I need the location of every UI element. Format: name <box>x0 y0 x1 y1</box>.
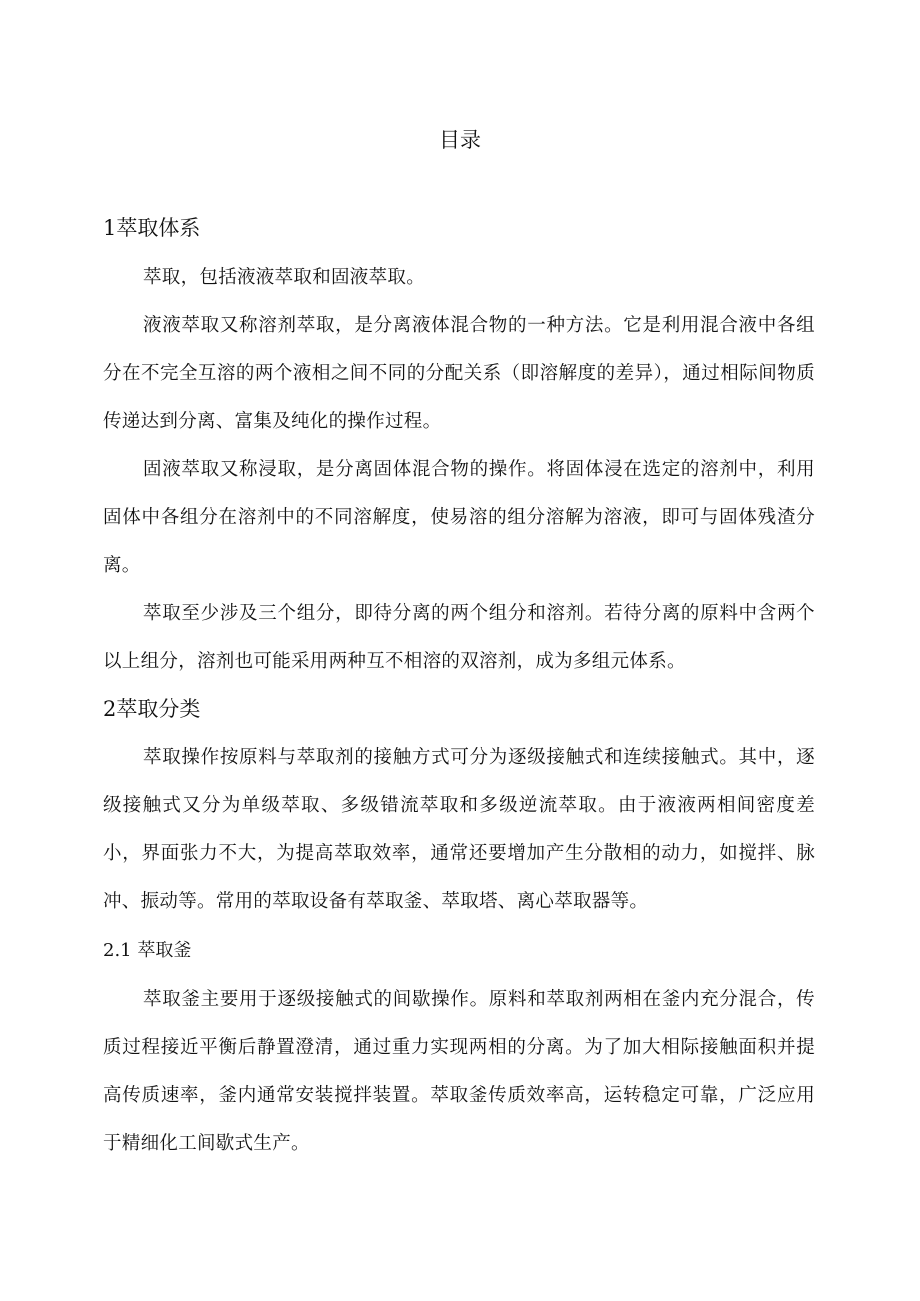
section-2-paragraph-1: 萃取操作按原料与萃取剂的接触方式可分为逐级接触式和连续接触式。其中，逐级接触式又分为单级萃取、多级错流萃取和多级逆流萃取。由于液液两相间密度差小，界面张力不大，为提高萃取效率，通常还要增加产生分散相的动力，如搅拌、脉冲、振动等。常用的萃取设备有萃取釜、萃取塔、离心萃取器等。 <box>103 747 815 912</box>
section-1-paragraph-1: 萃取，包括液液萃取和固液萃取。 <box>143 267 426 288</box>
section-1-title: 萃取体系 <box>116 216 201 240</box>
subsection-2-1-paragraph-1: 萃取釜主要用于逐级接触式的间歇操作。原料和萃取剂两相在釜内充分混合，传质过程接近平衡后静置澄清，通过重力实现两相的分离。为了加大相际接触面积并提高传质速率，釜内通常安装搅拌装置。萃取釜传质效率高，运转稳定可靠，广泛应用于精细化工间歇式生产。 <box>103 989 815 1154</box>
subsection-2-1-heading: 2.1 萃取釜 <box>103 940 192 961</box>
section-2-title: 萃取分类 <box>116 697 201 721</box>
section-1-paragraph-2: 液液萃取又称溶剂萃取，是分离液体混合物的一种方法。它是利用混合液中各组分在不完全互溶的两个液相之间不同的分配关系（即溶解度的差异），通过相际间物质传递达到分离、富集及纯化的操作过程。 <box>103 315 815 432</box>
section-1-heading <box>103 212 200 244</box>
section-1-number: 1 <box>103 216 117 240</box>
section-2-heading <box>103 693 200 725</box>
section-1-paragraph-3: 固液萃取又称浸取，是分离固体混合物的操作。将固体浸在选定的溶剂中，利用固体中各组分在溶剂中的不同溶解度，使易溶的组分溶解为溶液，即可与固体残渣分离。 <box>103 459 815 576</box>
section-2-number: 2 <box>103 697 117 721</box>
section-1-paragraph-4: 萃取至少涉及三个组分，即待分离的两个组分和溶剂。若待分离的原料中含两个以上组分，溶剂也可能采用两种互不相溶的双溶剂，成为多组元体系。 <box>103 603 815 672</box>
page-title: 目录 <box>439 128 481 152</box>
